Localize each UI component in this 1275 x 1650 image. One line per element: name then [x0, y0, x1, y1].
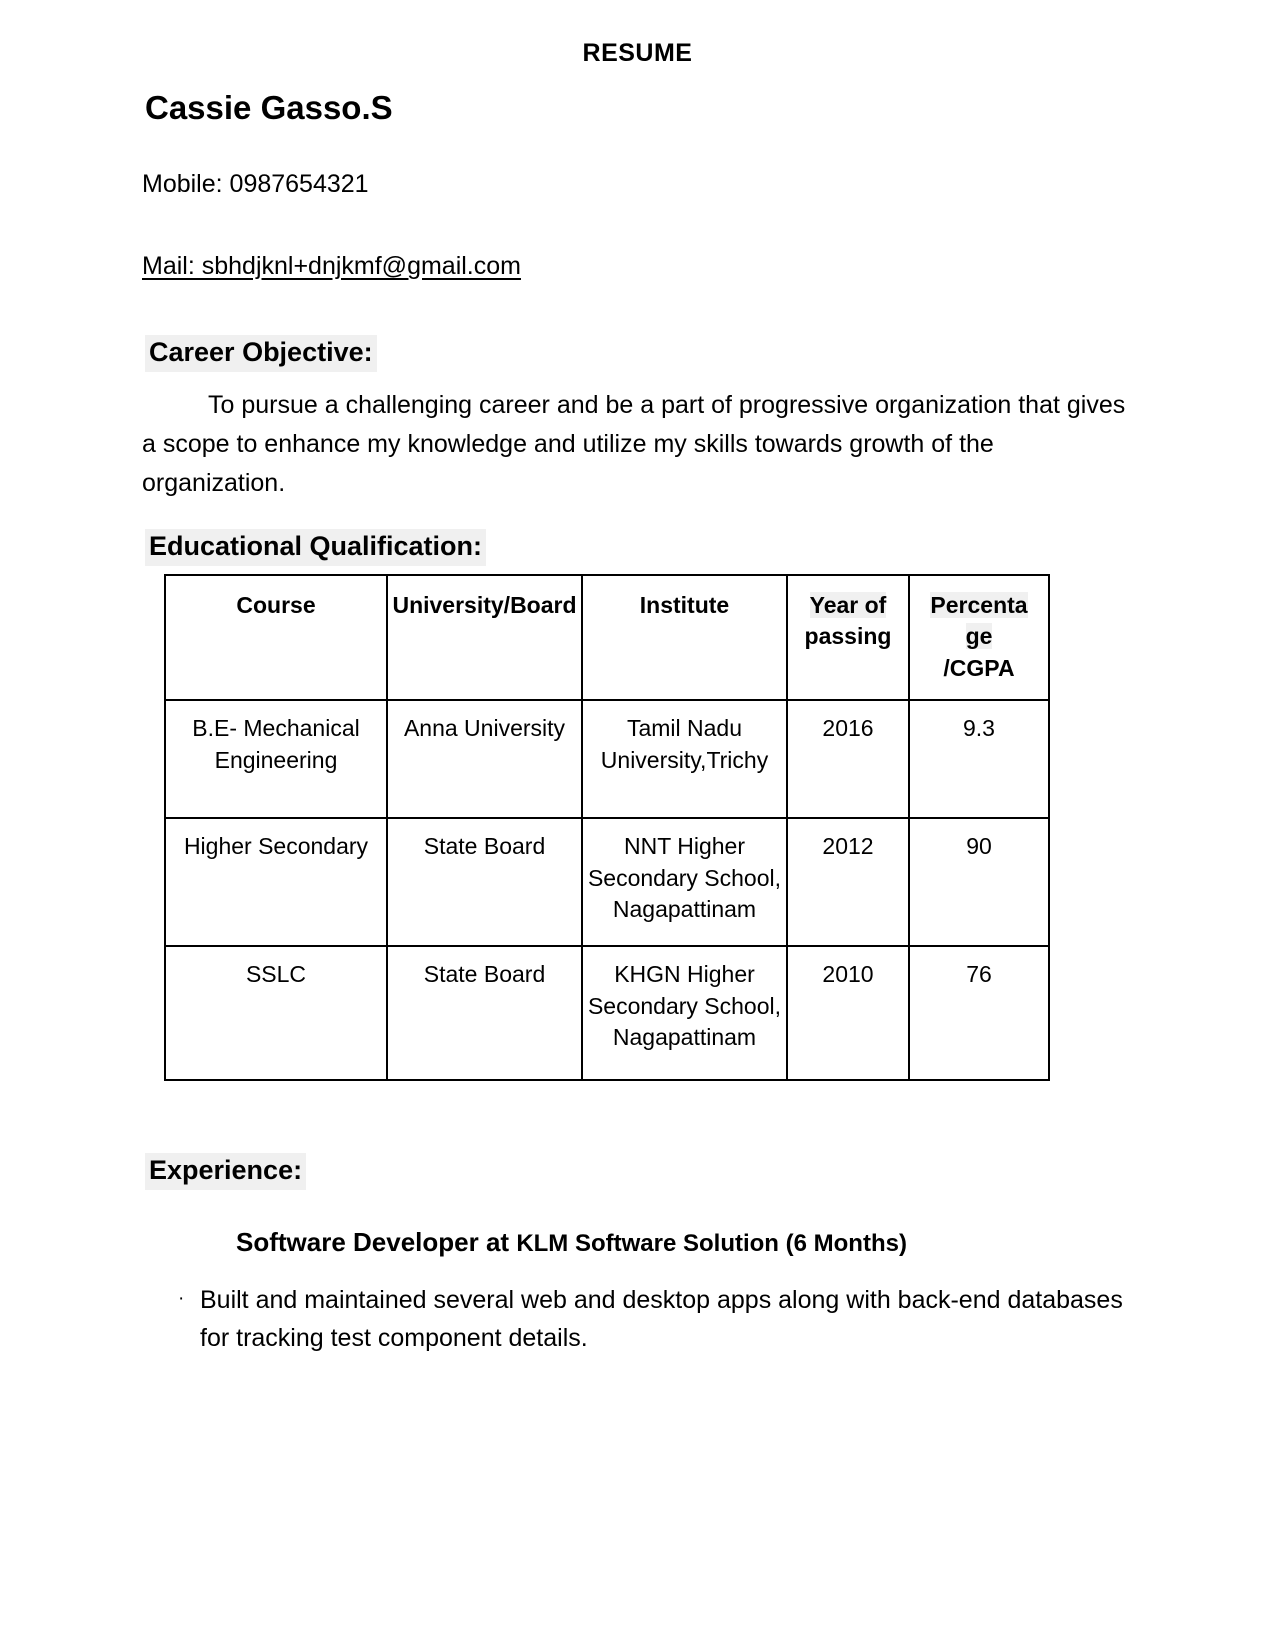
table-row — [165, 818, 1049, 946]
column-header-percentage-line2: ge — [965, 623, 993, 650]
experience-bullet-list — [178, 1281, 1130, 1359]
cell-institute: KHGN Higher Secondary School, Nagapattinam — [582, 946, 787, 1080]
cell-university: State Board — [387, 946, 582, 1080]
career-objective-heading: Career Objective: — [145, 335, 377, 372]
job-title — [236, 1226, 1275, 1259]
cell-percentage: 9.3 — [909, 700, 1049, 818]
education-heading: Educational Qualification: — [145, 529, 486, 566]
experience-heading: Experience: — [145, 1153, 306, 1190]
job-company-label: KLM Software Solution (6 Months) — [516, 1229, 907, 1257]
education-section — [0, 529, 1275, 1081]
column-header-university-label: University/Board — [392, 591, 577, 618]
education-table-body — [165, 700, 1049, 1080]
email-line[interactable]: Mail: sbhdjknl+dnjkmf@gmail.com — [142, 252, 521, 281]
column-header-year-line2: passing — [804, 623, 892, 650]
education-table — [164, 574, 1050, 1081]
candidate-name: Cassie Gasso.S — [145, 88, 393, 126]
cell-university: State Board — [387, 818, 582, 946]
cell-percentage: 90 — [909, 818, 1049, 946]
column-header-course — [165, 575, 387, 700]
cell-course: SSLC — [165, 946, 387, 1080]
education-table-head — [165, 575, 1049, 700]
experience-section — [0, 1153, 1275, 1358]
table-header-row — [165, 575, 1049, 700]
cell-course: Higher Secondary — [165, 818, 387, 946]
column-header-institute — [582, 575, 787, 700]
column-header-course-label: Course — [236, 591, 316, 618]
column-header-percentage-line1: Percenta — [930, 591, 1028, 618]
bullet-icon: · — [178, 1287, 185, 1309]
cell-percentage: 76 — [909, 946, 1049, 1080]
table-row — [165, 946, 1049, 1080]
career-objective-text: To pursue a challenging career and be a part of progressive organization that gives a scope to enhance my knowledge and utilize my skills towards growth of the organization. — [142, 390, 1126, 497]
document-title: RESUME — [582, 39, 693, 67]
column-header-institute-label: Institute — [639, 591, 730, 618]
cell-year: 2016 — [787, 700, 909, 818]
list-item — [178, 1281, 1130, 1359]
cell-year: 2010 — [787, 946, 909, 1080]
list-item-text: Built and maintained several web and desktop apps along with back-end databases for tracking test component details. — [200, 1285, 1123, 1353]
column-header-university — [387, 575, 582, 700]
cell-year: 2012 — [787, 818, 909, 946]
cell-institute: Tamil Nadu University,Trichy — [582, 700, 787, 818]
table-row — [165, 700, 1049, 818]
job-role-label: Software Developer at — [236, 1226, 517, 1257]
career-objective-section — [0, 335, 1275, 503]
career-objective-body — [142, 386, 1130, 503]
column-header-year — [787, 575, 909, 700]
column-header-percentage — [909, 575, 1049, 700]
cell-institute: NNT Higher Secondary School, Nagapattinam — [582, 818, 787, 946]
column-header-percentage-line3: /CGPA — [943, 655, 1015, 682]
column-header-year-line1: Year of — [809, 591, 887, 618]
cell-university: Anna University — [387, 700, 582, 818]
cell-course: B.E- Mechanical Engineering — [165, 700, 387, 818]
mobile-line: Mobile: 0987654321 — [142, 170, 369, 199]
